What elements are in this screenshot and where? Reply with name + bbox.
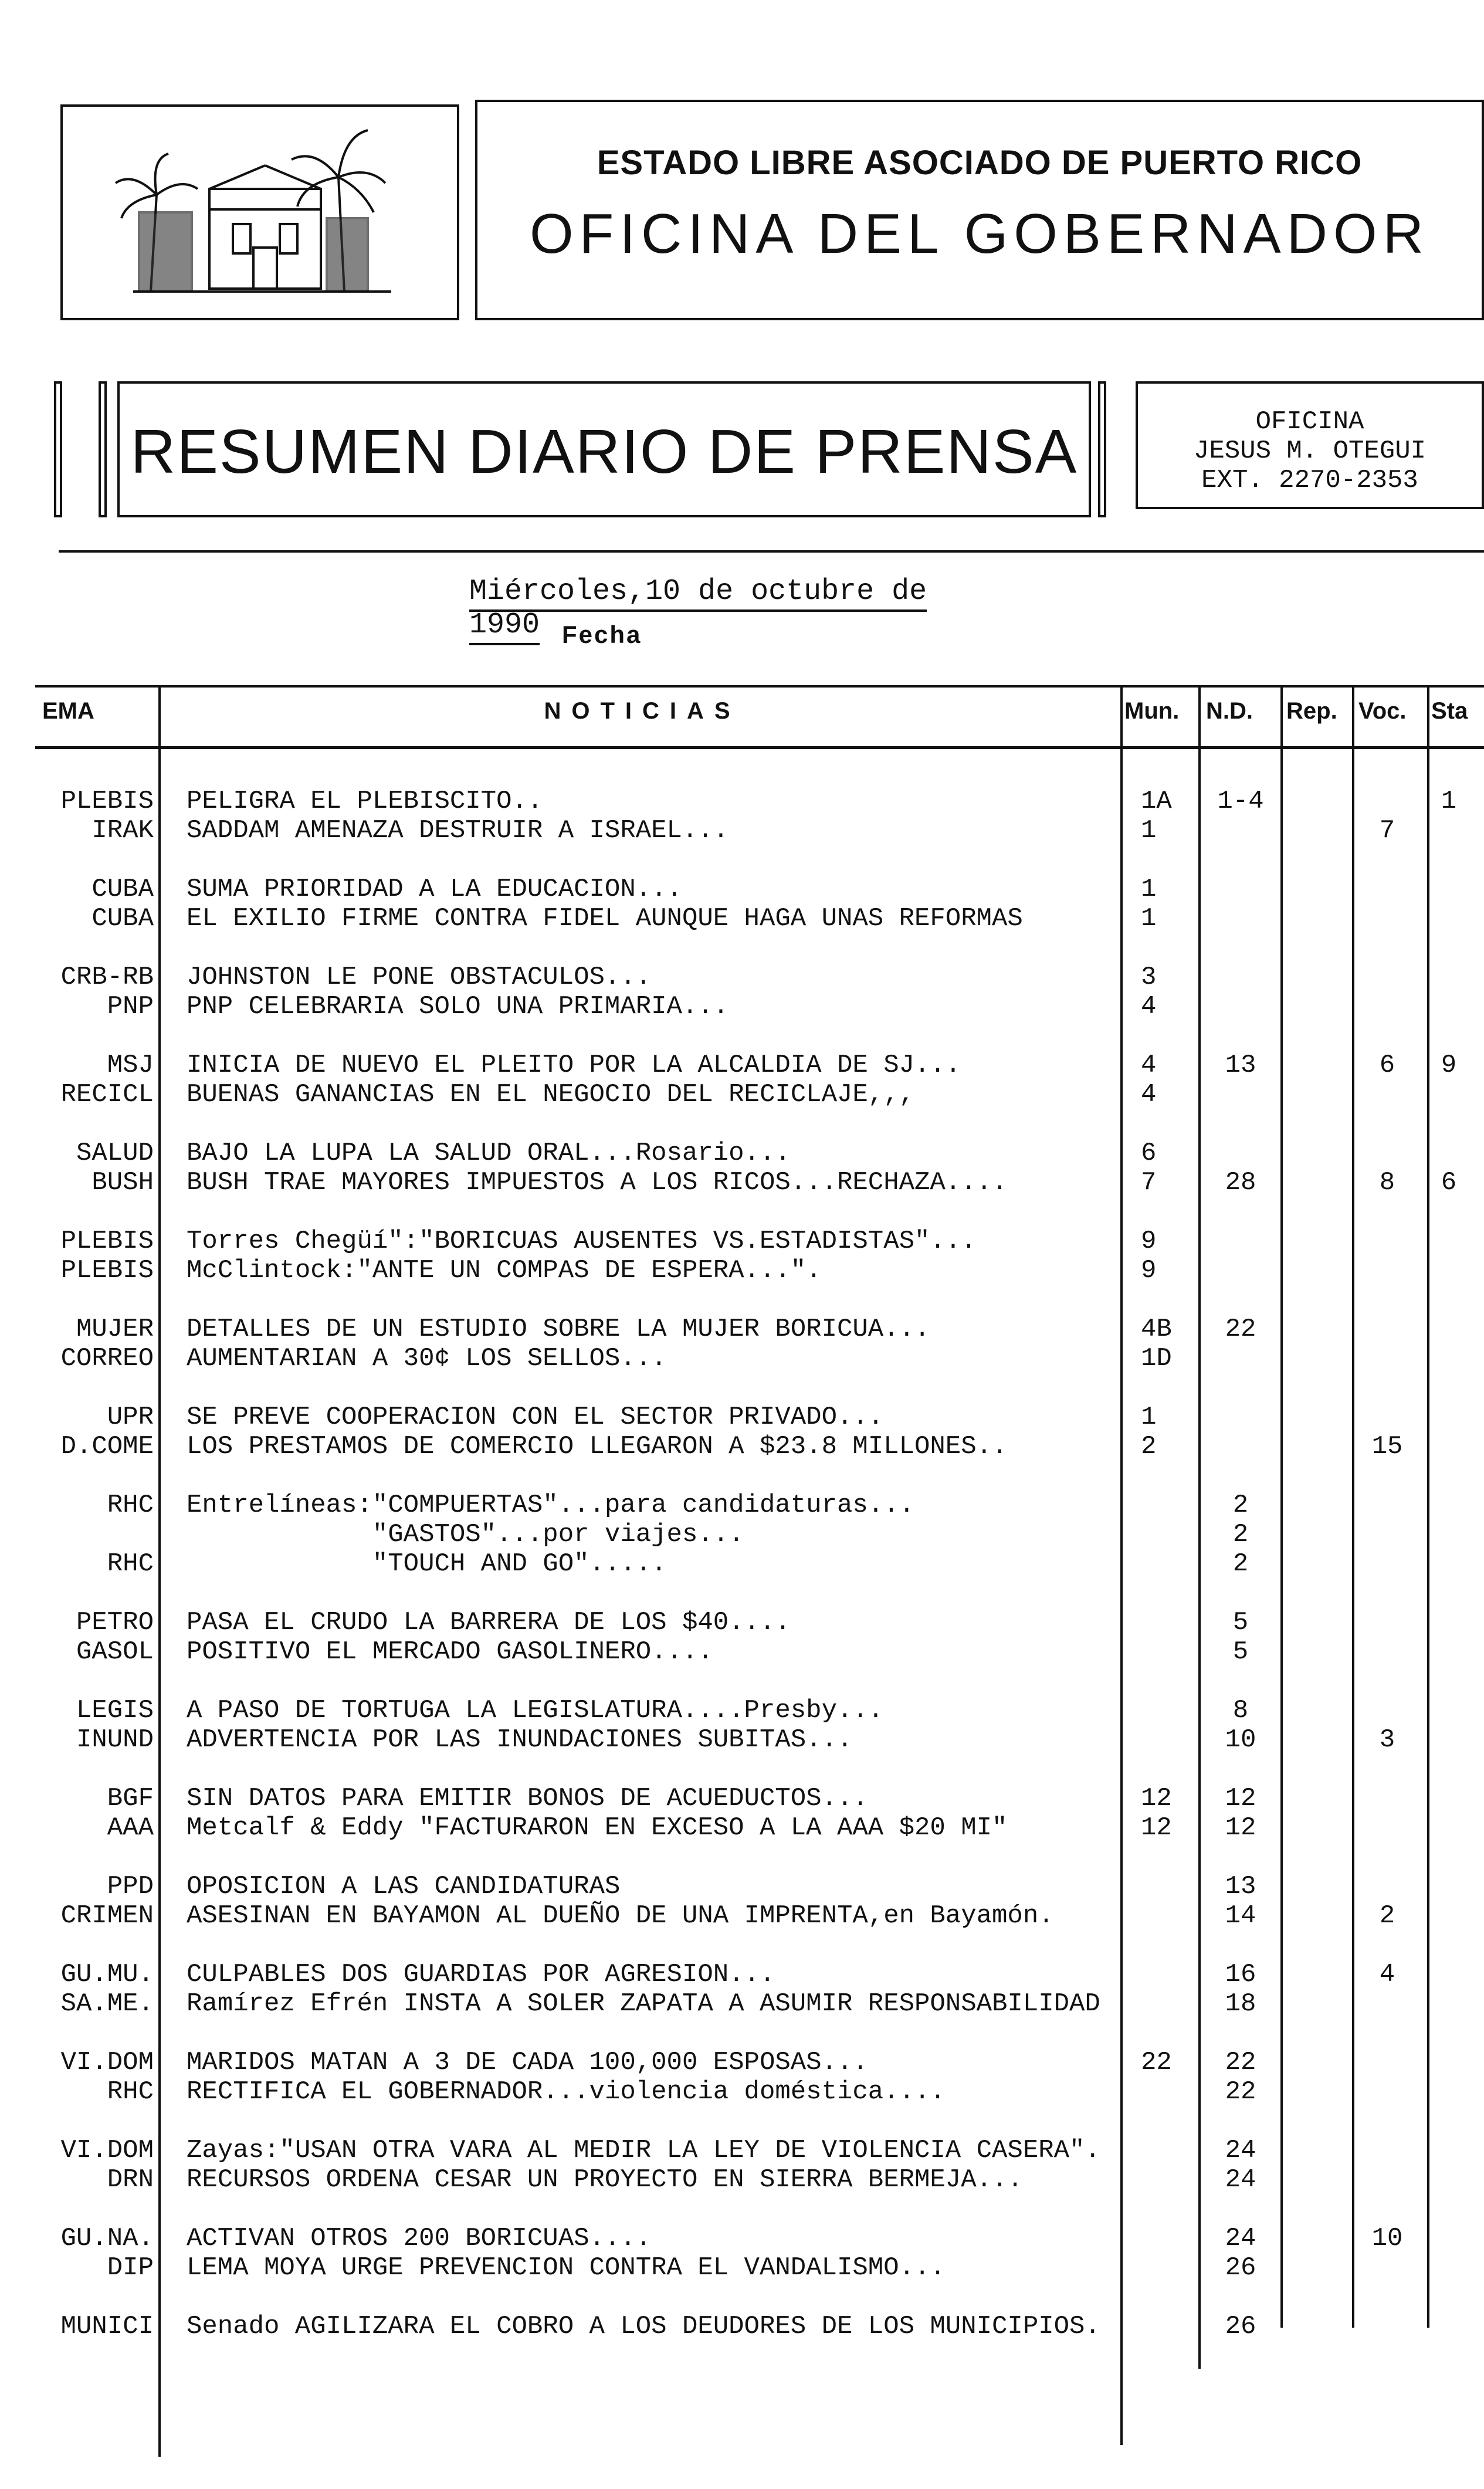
cell-nd: 28 (1225, 1168, 1256, 1197)
divider (59, 550, 1484, 553)
cell-noticia: RECURSOS ORDENA CESAR UN PROYECTO EN SIERRA BERMEJA... (187, 2165, 1023, 2195)
cell-nd: 12 (1225, 1784, 1256, 1813)
office-contact-box (1136, 381, 1484, 509)
cell-tema: GU.NA. (60, 2224, 154, 2253)
cell-nd: 16 (1225, 1960, 1256, 1989)
column-divider (158, 685, 161, 2457)
cell-tema: CORREO (60, 1344, 154, 1373)
column-divider (1427, 685, 1429, 2328)
cell-noticia: "TOUCH AND GO"..... (187, 1549, 667, 1579)
cell-nd: 12 (1225, 1813, 1256, 1843)
cell-tema: PETRO (76, 1608, 154, 1637)
cell-tema: CRB-RB (60, 963, 154, 992)
column-header-noticias: NOTICIAS (544, 698, 741, 724)
cell-voc: 8 (1379, 1168, 1395, 1197)
cell-mun: 1 (1141, 904, 1157, 933)
cell-tema: UPR (107, 1403, 154, 1432)
cell-mun: 12 (1141, 1784, 1172, 1813)
cell-mun: 2 (1141, 1432, 1157, 1461)
office-contact: OFICINA JESUS M. OTEGUI EXT. 2270-2353 (1193, 407, 1427, 495)
cell-tema: IRAK (92, 816, 154, 845)
column-header-rep: Rep. (1286, 698, 1337, 724)
agency-name: ESTADO LIBRE ASOCIADO DE PUERTO RICO (597, 144, 1363, 182)
cell-voc: 10 (1371, 2224, 1403, 2253)
cell-noticia: PNP CELEBRARIA SOLO UNA PRIMARIA... (187, 992, 729, 1021)
cell-mun: 4B (1141, 1315, 1172, 1344)
cell-tema: VI.DOM (60, 2136, 154, 2165)
cell-noticia: Senado AGILIZARA EL COBRO A LOS DEUDORES DE LOS MUNICIPIOS. (187, 2312, 1100, 2341)
cell-noticia: Torres Chegüí":"BORICUAS AUSENTES VS.ESTADISTAS"... (187, 1227, 977, 1256)
cell-tema: PPD (107, 1872, 154, 1901)
cell-tema: INUND (76, 1725, 154, 1755)
cell-tema: RHC (107, 2077, 154, 2107)
cell-mun: 4 (1141, 1051, 1157, 1080)
cell-tema: PNP (107, 992, 154, 1021)
cell-noticia: McClintock:"ANTE UN COMPAS DE ESPERA...". (187, 1256, 822, 1285)
cell-nd: 10 (1225, 1725, 1256, 1755)
column-header-voc: Voc. (1358, 698, 1407, 724)
title-box (475, 100, 1484, 320)
cell-voc: 4 (1379, 1960, 1395, 1989)
cell-mun: 22 (1141, 2048, 1172, 2077)
cell-mun: 1 (1141, 875, 1157, 904)
cell-tema: MSJ (107, 1051, 154, 1080)
cell-noticia: LEMA MOYA URGE PREVENCION CONTRA EL VANDALISMO... (187, 2253, 946, 2283)
cell-nd: 24 (1225, 2136, 1256, 2165)
cell-noticia: RECTIFICA EL GOBERNADOR...violencia doméstica.... (187, 2077, 946, 2107)
cell-noticia: DETALLES DE UN ESTUDIO SOBRE LA MUJER BORICUA... (187, 1315, 930, 1344)
cell-tema: AAA (107, 1813, 154, 1843)
cell-star: 1 (1441, 787, 1457, 816)
cell-tema: DIP (107, 2253, 154, 2283)
document-title: RESUMEN DIARIO DE PRENSA (130, 417, 1078, 486)
table-header-rule (35, 746, 1484, 749)
cell-mun: 7 (1141, 1168, 1157, 1197)
cell-nd: 1-4 (1217, 787, 1264, 816)
cell-nd: 18 (1225, 1989, 1256, 2019)
cell-tema: RECICL (60, 1080, 154, 1109)
cell-noticia: EL EXILIO FIRME CONTRA FIDEL AUNQUE HAGA UNAS REFORMAS (187, 904, 1023, 933)
cell-nd: 8 (1232, 1696, 1249, 1725)
decorative-bar (54, 381, 62, 517)
column-header-nd: N.D. (1206, 698, 1253, 724)
cell-mun: 4 (1141, 1080, 1157, 1109)
cell-noticia: ADVERTENCIA POR LAS INUNDACIONES SUBITAS... (187, 1725, 853, 1755)
cell-tema: D.COME (60, 1432, 154, 1461)
cell-voc: 7 (1379, 816, 1395, 845)
cell-mun: 12 (1141, 1813, 1172, 1843)
cell-mun: 3 (1141, 963, 1157, 992)
cell-noticia: PASA EL CRUDO LA BARRERA DE LOS $40.... (187, 1608, 791, 1637)
cell-nd: 24 (1225, 2165, 1256, 2195)
cell-tema: CUBA (92, 875, 154, 904)
cell-tema: BUSH (92, 1168, 154, 1197)
cell-tema: GASOL (76, 1637, 154, 1667)
cell-tema: SA.ME. (60, 1989, 154, 2019)
cell-voc: 2 (1379, 1901, 1395, 1931)
cell-nd: 13 (1225, 1051, 1256, 1080)
cell-noticia: Zayas:"USAN OTRA VARA AL MEDIR LA LEY DE VIOLENCIA CASERA". (187, 2136, 1100, 2165)
cell-tema: GU.MU. (60, 1960, 154, 1989)
column-divider (1352, 685, 1354, 2328)
cell-tema: RHC (107, 1491, 154, 1520)
cell-noticia: Ramírez Efrén INSTA A SOLER ZAPATA A ASUMIR RESPONSABILIDAD (187, 1989, 1100, 2019)
column-header-mun: Mun. (1124, 698, 1180, 724)
cell-mun: 9 (1141, 1256, 1157, 1285)
cell-noticia: MARIDOS MATAN A 3 DE CADA 100,000 ESPOSAS... (187, 2048, 868, 2077)
cell-noticia: Metcalf & Eddy "FACTURARON EN EXCESO A LA AAA $20 MI" (187, 1813, 1008, 1843)
office-name: OFICINA DEL GOBERNADOR (530, 202, 1429, 265)
cell-mun: 6 (1141, 1139, 1157, 1168)
cell-tema: CRIMEN (60, 1901, 154, 1931)
cell-noticia: BAJO LA LUPA LA SALUD ORAL...Rosario... (187, 1139, 791, 1168)
decorative-bar (99, 381, 107, 517)
cell-mun: 4 (1141, 992, 1157, 1021)
cell-nd: 22 (1225, 1315, 1256, 1344)
cell-nd: 14 (1225, 1901, 1256, 1931)
cell-tema: MUJER (76, 1315, 154, 1344)
cell-noticia: BUSH TRAE MAYORES IMPUESTOS A LOS RICOS...RECHAZA.... (187, 1168, 1008, 1197)
cell-tema: DRN (107, 2165, 154, 2195)
cell-star: 6 (1441, 1168, 1457, 1197)
cell-nd: 26 (1225, 2253, 1256, 2283)
cell-nd: 26 (1225, 2312, 1256, 2341)
cell-noticia: "GASTOS"...por viajes... (187, 1520, 744, 1549)
cell-tema: LEGIS (76, 1696, 154, 1725)
cell-noticia: SE PREVE COOPERACION CON EL SECTOR PRIVADO... (187, 1403, 884, 1432)
cell-noticia: SADDAM AMENAZA DESTRUIR A ISRAEL... (187, 816, 729, 845)
decorative-bar (1098, 381, 1106, 517)
cell-noticia: JOHNSTON LE PONE OBSTACULOS... (187, 963, 652, 992)
cell-noticia: LOS PRESTAMOS DE COMERCIO LLEGARON A $23.8 MILLONES.. (187, 1432, 1008, 1461)
cell-mun: 1A (1141, 787, 1172, 816)
date-line (469, 575, 1009, 642)
cell-voc: 6 (1379, 1051, 1395, 1080)
cell-noticia: INICIA DE NUEVO EL PLEITO POR LA ALCALDIA DE SJ... (187, 1051, 961, 1080)
cell-noticia: SUMA PRIORIDAD A LA EDUCACION... (187, 875, 682, 904)
cell-tema: PLEBIS (60, 1227, 154, 1256)
cell-tema: RHC (107, 1549, 154, 1579)
cell-mun: 1 (1141, 816, 1157, 845)
table-top-rule (35, 685, 1484, 688)
cell-tema: SALUD (76, 1139, 154, 1168)
cell-nd: 5 (1232, 1608, 1249, 1637)
cell-nd: 22 (1225, 2048, 1256, 2077)
cell-noticia: CULPABLES DOS GUARDIAS POR AGRESION... (187, 1960, 775, 1989)
cell-tema: CUBA (92, 904, 154, 933)
cell-noticia: POSITIVO EL MERCADO GASOLINERO.... (187, 1637, 713, 1667)
cell-noticia: BUENAS GANANCIAS EN EL NEGOCIO DEL RECICLAJE,,, (187, 1080, 915, 1109)
cell-voc: 3 (1379, 1725, 1395, 1755)
cell-mun: 9 (1141, 1227, 1157, 1256)
cell-noticia: ASESINAN EN BAYAMON AL DUEÑO DE UNA IMPRENTA,en Bayamón. (187, 1901, 1054, 1931)
cell-noticia: PELIGRA EL PLEBISCITO.. (187, 787, 543, 816)
column-header-tema: EMA (42, 698, 94, 724)
cell-mun: 1 (1141, 1403, 1157, 1432)
building-sketch-icon (63, 107, 457, 318)
cell-noticia: AUMENTARIAN A 30¢ LOS SELLOS... (187, 1344, 667, 1373)
cell-noticia: A PASO DE TORTUGA LA LEGISLATURA....Presby... (187, 1696, 884, 1725)
logo-box (60, 104, 459, 320)
date-label: Fecha (562, 621, 642, 648)
cell-nd: 2 (1232, 1520, 1249, 1549)
cell-star: 9 (1441, 1051, 1457, 1080)
date-value: Miércoles,10 de octubre de 1990 (469, 575, 927, 645)
cell-noticia: SIN DATOS PARA EMITIR BONOS DE ACUEDUCTOS... (187, 1784, 868, 1813)
column-header-star: Sta (1431, 698, 1468, 724)
cell-tema: MUNICI (60, 2312, 154, 2341)
cell-tema: VI.DOM (60, 2048, 154, 2077)
cell-nd: 5 (1232, 1637, 1249, 1667)
cell-nd: 2 (1232, 1491, 1249, 1520)
cell-noticia: Entrelíneas:"COMPUERTAS"...para candidaturas... (187, 1491, 915, 1520)
cell-tema: PLEBIS (60, 787, 154, 816)
cell-mun: 1D (1141, 1344, 1172, 1373)
cell-tema: BGF (107, 1784, 154, 1813)
cell-tema: PLEBIS (60, 1256, 154, 1285)
banner-box (117, 381, 1091, 517)
cell-noticia: OPOSICION A LAS CANDIDATURAS (187, 1872, 621, 1901)
cell-nd: 13 (1225, 1872, 1256, 1901)
cell-nd: 24 (1225, 2224, 1256, 2253)
cell-nd: 2 (1232, 1549, 1249, 1579)
cell-voc: 15 (1371, 1432, 1403, 1461)
cell-nd: 22 (1225, 2077, 1256, 2107)
cell-noticia: ACTIVAN OTROS 200 BORICUAS.... (187, 2224, 652, 2253)
